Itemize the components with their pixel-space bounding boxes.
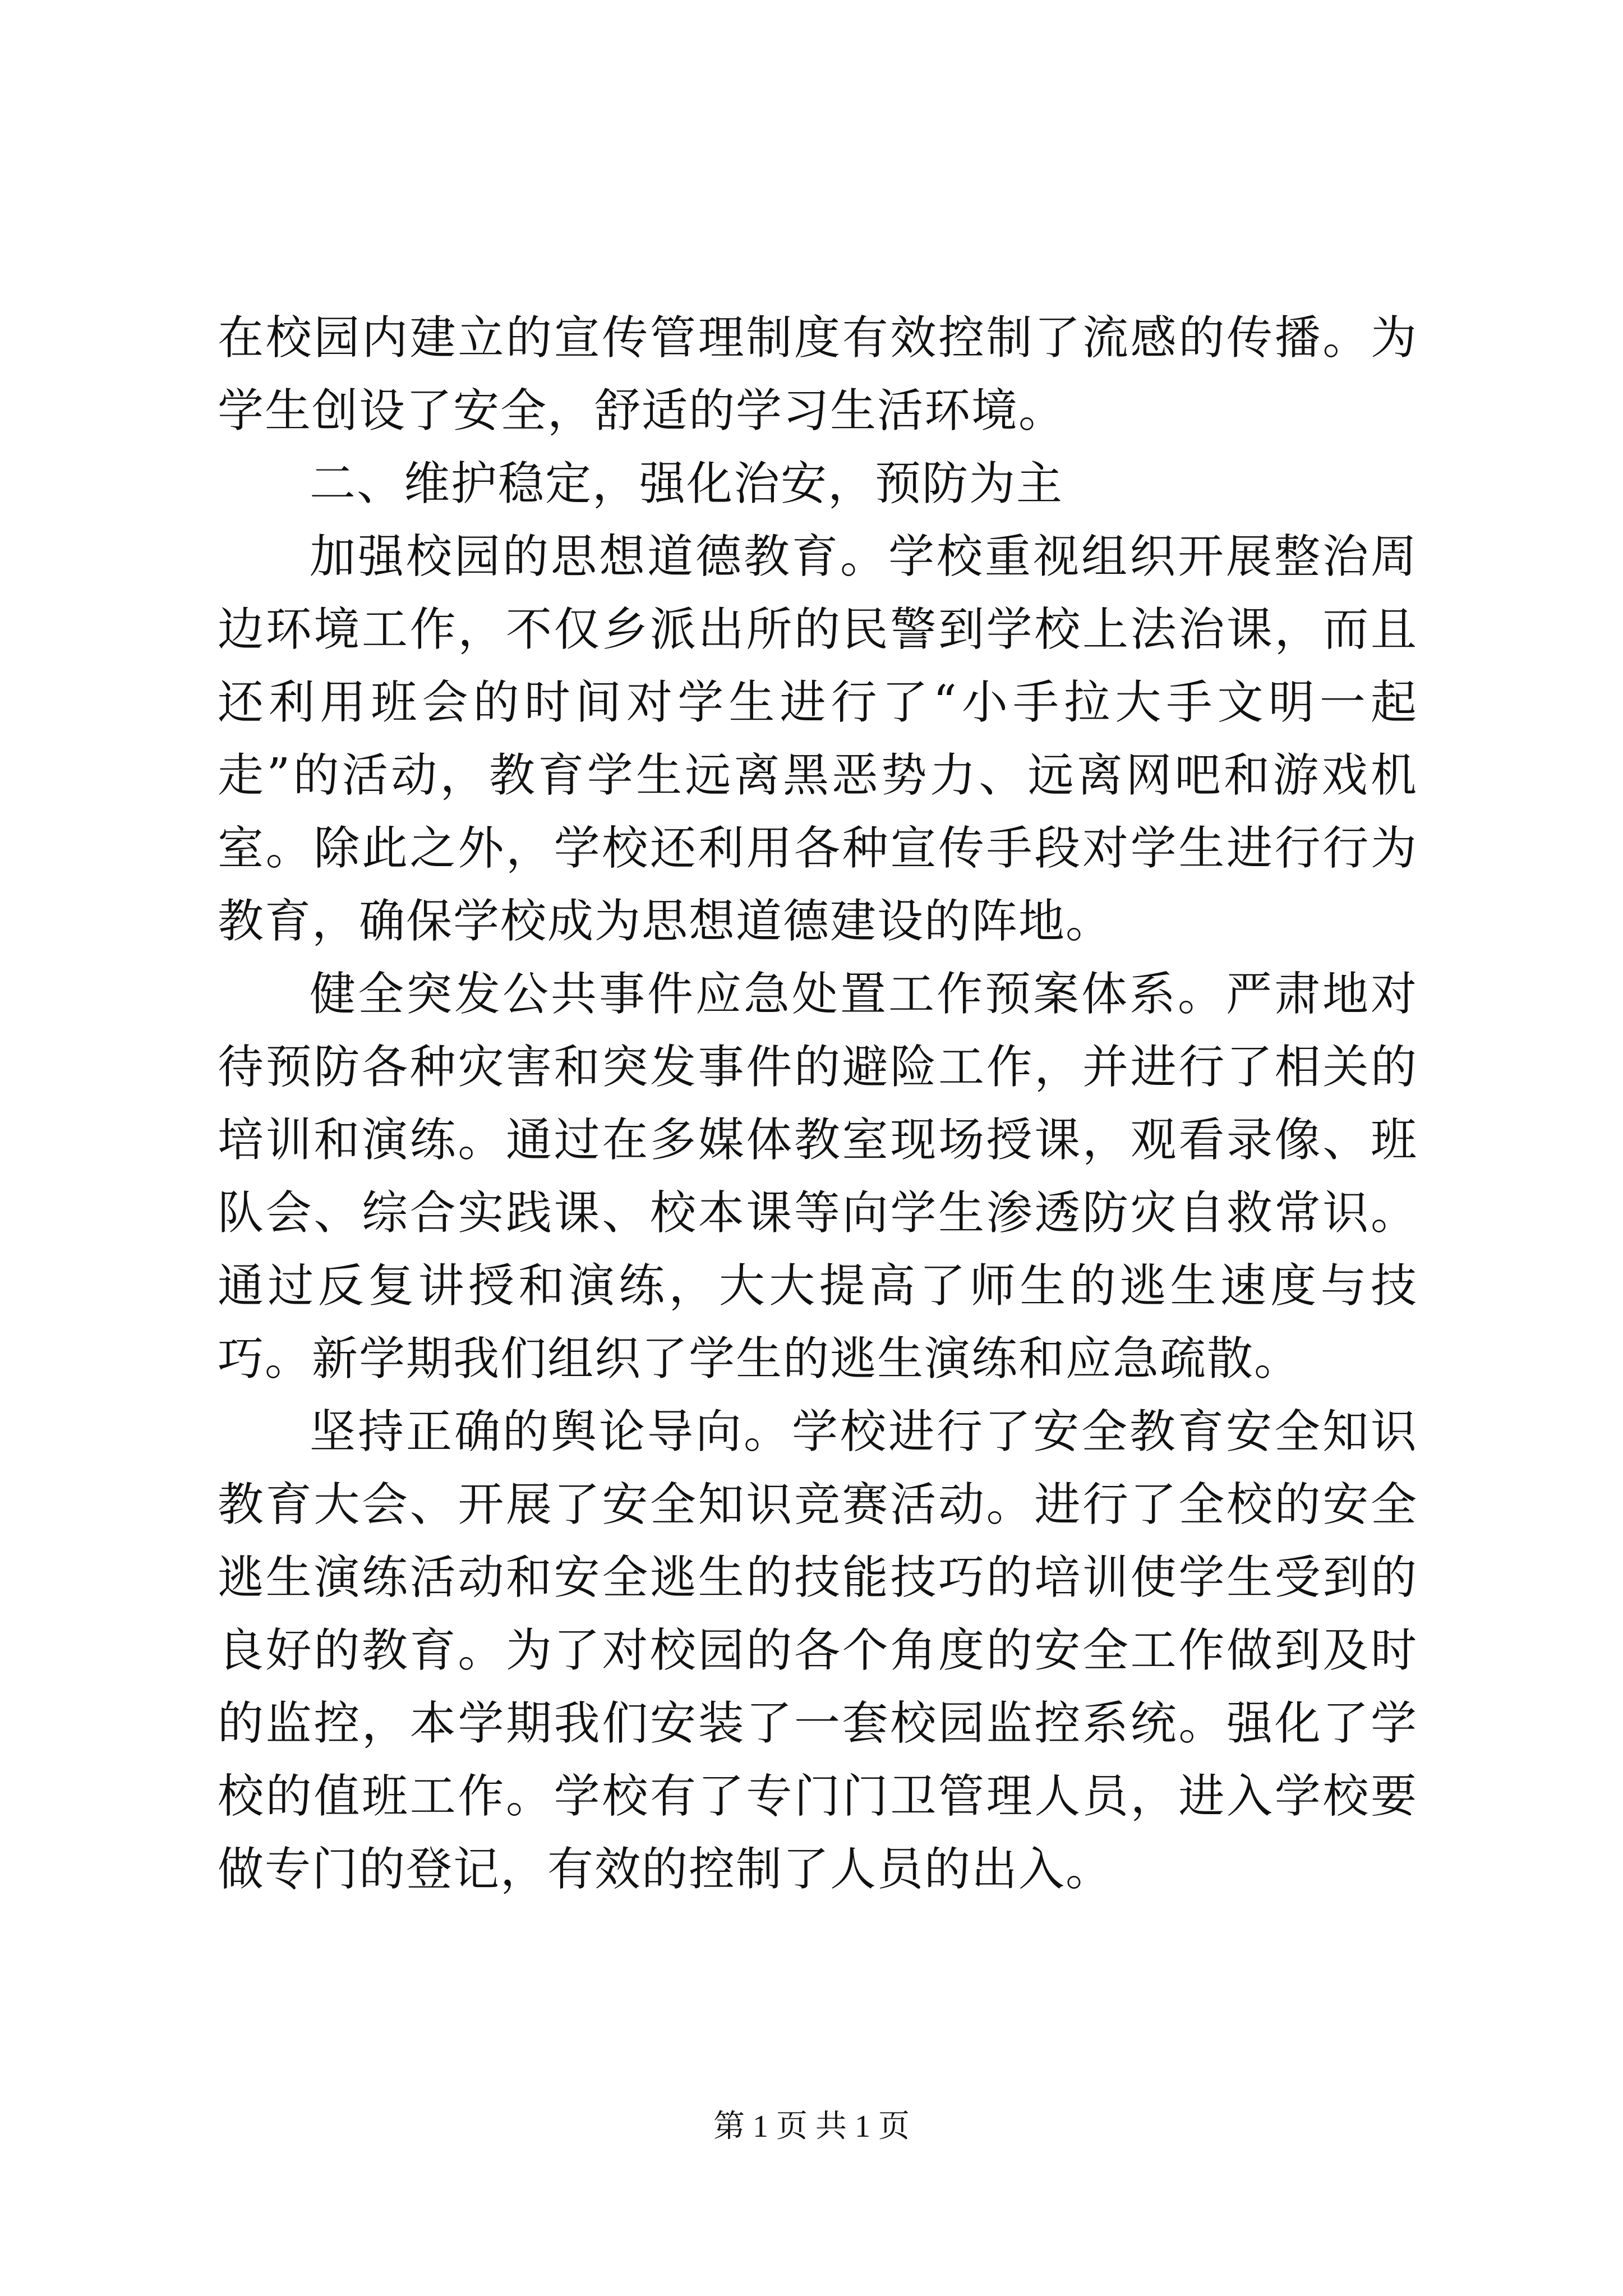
paragraph-emergency-plan: 健全突发公共事件应急处置工作预案体系。严肃地对待预防各种灾害和突发事件的避险工作，并进行了相关的培训和演练。通过在多媒体教室现场授课，观看录像、班队会、综合实践课、校本课等向学生渗透防灾自救常识。通过反复讲授和演练，大大提高了师生的逃生速度与技巧。新学期我们组织了学生的逃生演练和应急疏散。 xyxy=(218,968,1418,1386)
page-footer: 第 1 页 共 1 页 xyxy=(713,2109,910,2144)
paragraph-public-opinion: 坚持正确的舆论导向。学校进行了安全教育安全知识教育大会、开展了安全知识竞赛活动。进行了全校的安全逃生演练活动和安全逃生的技能技巧的培训使学生受到的良好的教育。为了对校园的各个角度的安全工作做到及时的监控，本学期我们安装了一套校园监控系统。强化了学校的值班工作。学校有了专门门卫管理人员，进入学校要做专门的登记，有效的控制了人员的出入。 xyxy=(218,1405,1418,1896)
document-body xyxy=(218,302,1418,1906)
section-heading: 二、维护稳定，强化治安，预防为主 xyxy=(310,457,1064,510)
paragraph-moral-education: 加强校园的思想道德教育。学校重视组织开展整治周边环境工作，不仅乡派出所的民警到学校上法治课，而且还利用班会的时间对学生进行了“小手拉大手文明一起走”的活动，教育学生远离黑恶势力、远离网吧和游戏机室。除此之外，学校还利用各种宣传手段对学生进行行为教育，确保学校成为思想道德建设的阵地。 xyxy=(218,530,1418,948)
paragraph-intro: 在校园内建立的宣传管理制度有效控制了流感的传播。为学生创设了安全，舒适的学习生活环境。 xyxy=(218,311,1418,438)
